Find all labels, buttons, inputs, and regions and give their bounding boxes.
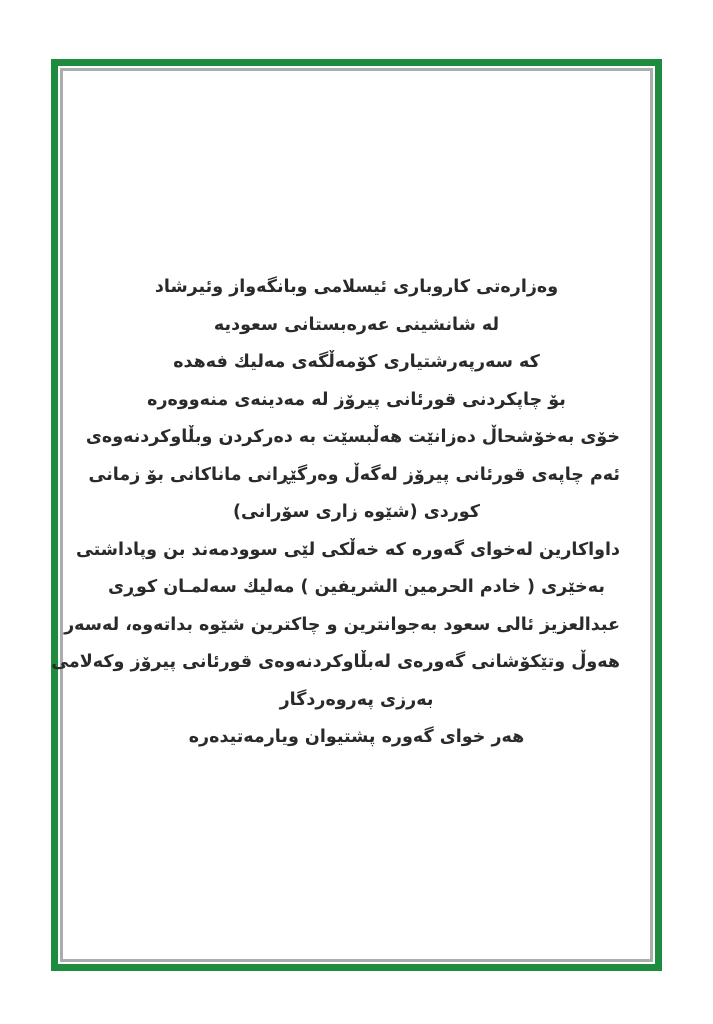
text-line-6: ئەم چاپەی قورئانی پیرۆز لەگەڵ وەرگێڕانی ماناکانی بۆ زمانی	[88, 464, 620, 485]
text-line-11: هەوڵ وتێکۆشانی گەورەی لەبڵاوکردنەوەی قورئانی پیرۆز وکەلامی	[51, 652, 620, 672]
text-line-5: خۆی بەخۆشحاڵ دەزانێت هەڵبسێت بە دەرکردن وبڵاوکردنەوەی	[85, 427, 620, 447]
text-line-3: کە سەرپەرشتیاری کۆمەڵگەی مەلیك فەهدە	[173, 352, 540, 372]
text-line-9: بەخێری ( خادم الحرمین الشریفین ) مەلیك سەلمـان کوڕی	[108, 577, 605, 597]
text-line-2: لە شانشینی عەرەبستانی سعودیە	[213, 314, 500, 335]
text-line-8: داواکارین لەخوای گەورە کە خەڵکی لێی سوودمەند بن وپاداشتی	[75, 539, 620, 560]
page-border-green	[51, 59, 662, 971]
page-border-gray	[51, 68, 653, 962]
text-line-12: بەرزی پەروەردگار	[279, 689, 434, 710]
text-line-1: وەزارەتی کاروباری ئیسلامی وبانگەواز وئیرشاد	[154, 277, 559, 297]
text-line-7: کوردی (شێوە زاری سۆرانی)	[233, 502, 480, 522]
dedication-text	[51, 269, 620, 757]
text-line-10: عبدالعزیز ئالی سعود بەجوانترین و چاکترین شێوە بداتەوە، لەسەر	[64, 614, 620, 635]
text-line-13: هەر خوای گەورە پشتیوان ویارمەتیدەرە	[188, 727, 525, 747]
text-line-4: بۆ چاپکردنی قورئانی پیرۆز لە مەدینەی منەووەرە	[147, 389, 566, 410]
